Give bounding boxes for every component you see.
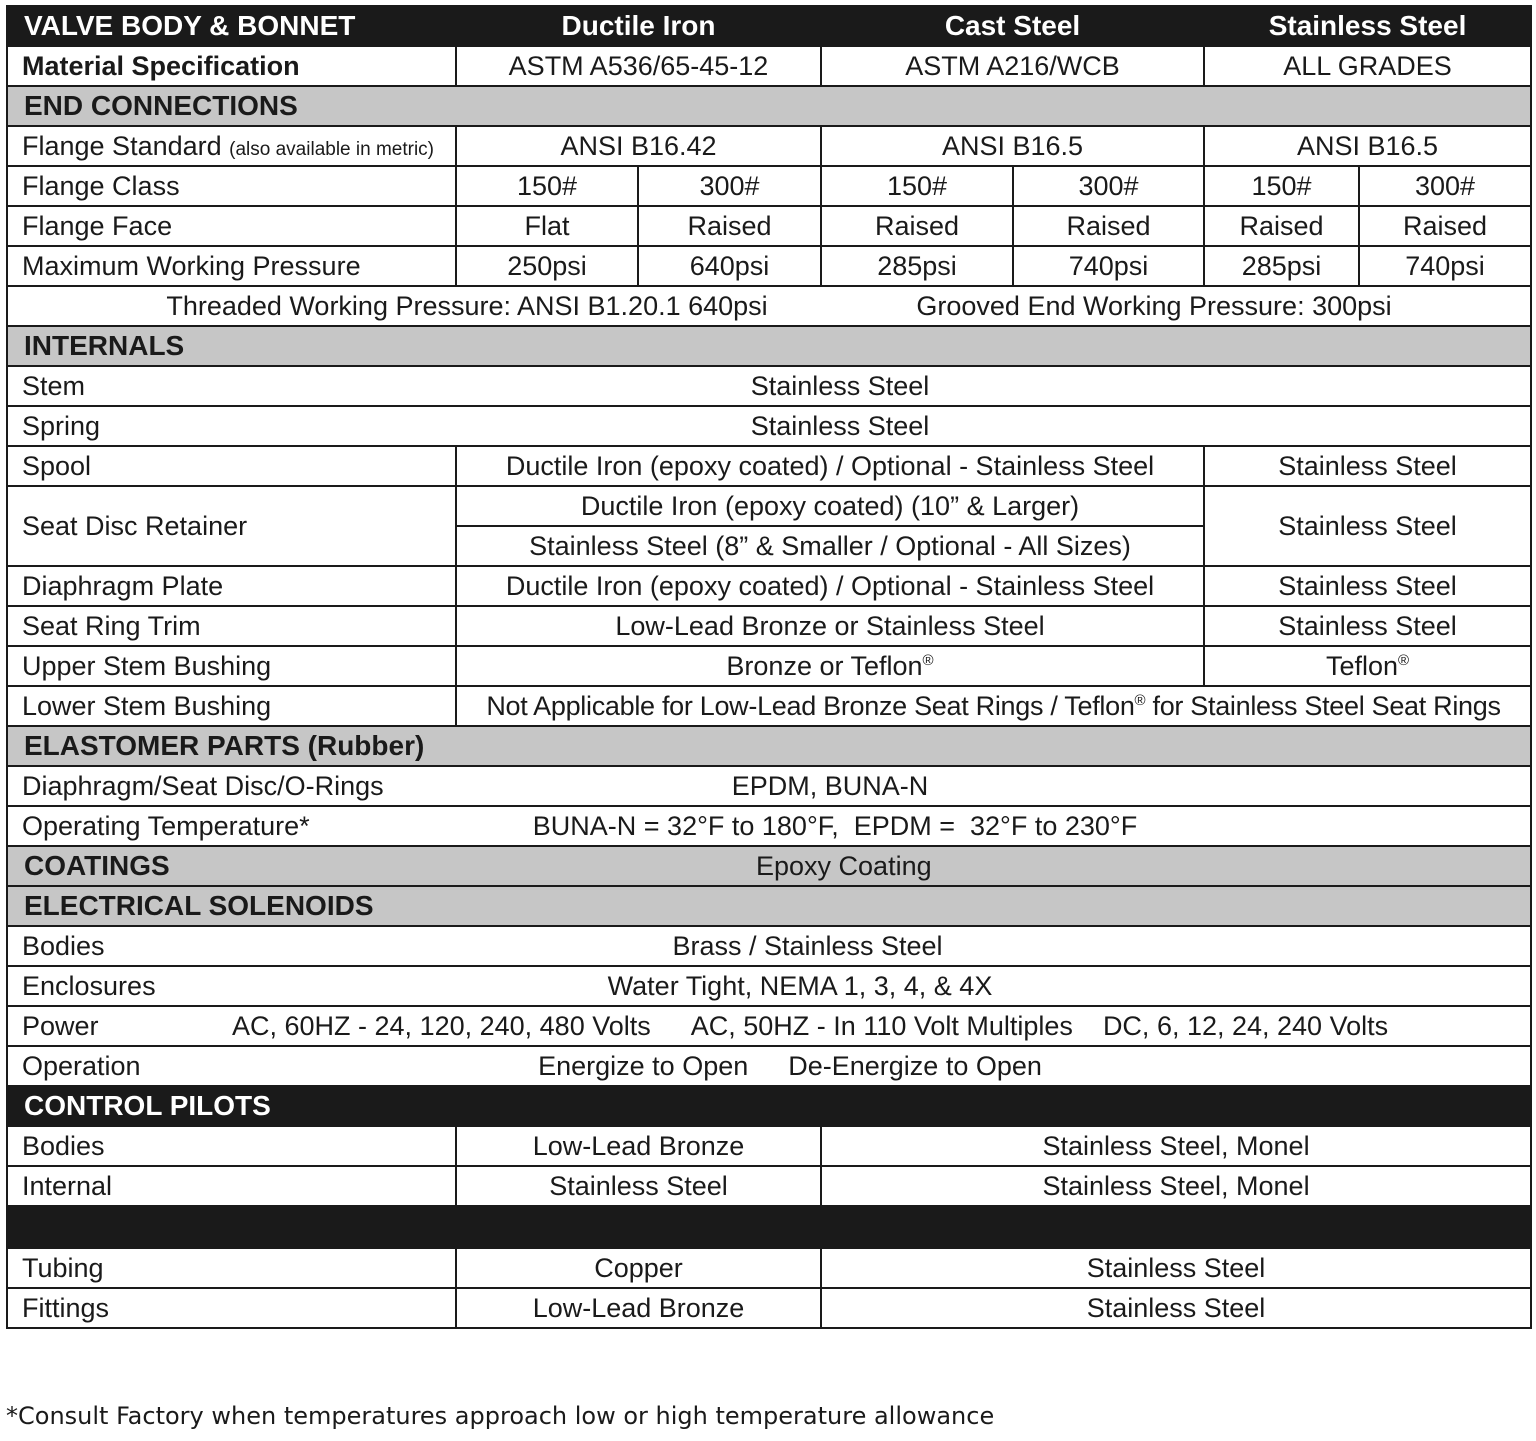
- cell-value: 285psi: [1204, 246, 1359, 286]
- threaded-pressure: Threaded Working Pressure: ANSI B1.20.1 640psi: [166, 290, 768, 321]
- row-label: Spool: [7, 446, 456, 486]
- cell-value: ASTM A216/WCB: [821, 46, 1204, 86]
- cell-value: ANSI B16.5: [821, 126, 1204, 166]
- cell-value: Brass / Stainless Steel: [456, 926, 1531, 966]
- row-label: Stem: [7, 366, 456, 406]
- cell-value: Low-Lead Bronze: [456, 1288, 821, 1328]
- cell-value: Raised: [821, 206, 1013, 246]
- row-label: Enclosures: [7, 966, 456, 1006]
- solenoid-enclosures-row: [7, 966, 1531, 1006]
- operation-cell: [456, 1046, 1531, 1086]
- spool-row: [7, 446, 1531, 486]
- row-label: Fittings: [7, 1288, 456, 1328]
- section-row: [7, 1086, 1531, 1126]
- section-title-internals: INTERNALS: [7, 326, 1531, 366]
- cell-value: ASTM A536/65-45-12: [456, 46, 821, 86]
- cell-value: 640psi: [638, 246, 821, 286]
- operating-temp-row: [7, 806, 1531, 846]
- section-row: [7, 326, 1531, 366]
- cell-value: Ductile Iron (epoxy coated) / Optional - Stainless Steel: [456, 446, 1204, 486]
- row-label-note: (also available in metric): [229, 138, 435, 160]
- cell-value: Bronze or Teflon: [726, 650, 923, 681]
- power-ac50: AC, 50HZ - In 110 Volt Multiples: [690, 1010, 1073, 1041]
- col-header-stainless-steel: Stainless Steel: [1204, 6, 1531, 46]
- cell-value: 150#: [1204, 166, 1359, 206]
- row-label-cell: [7, 126, 456, 166]
- flange-standard-row: [7, 126, 1531, 166]
- cell-value: Stainless Steel: [456, 406, 1531, 446]
- cell-value-cell: [456, 646, 1204, 686]
- cell-value: Low-Lead Bronze: [456, 1126, 821, 1166]
- cell-value: Raised: [638, 206, 821, 246]
- cell-value: Stainless Steel: [821, 1248, 1531, 1288]
- working-pressure-row: [7, 286, 1531, 326]
- row-label: Maximum Working Pressure: [7, 246, 456, 286]
- cell-value: Not Applicable for Low-Lead Bronze Seat Rings / Teflon: [486, 690, 1135, 721]
- cell-value: ANSI B16.42: [456, 126, 821, 166]
- cell-value: BUNA-N = 32°F to 180°F, EPDM = 32°F to 230°F: [456, 806, 1531, 846]
- cell-value: Stainless Steel, Monel: [821, 1166, 1531, 1206]
- power-cell: [7, 1006, 1531, 1046]
- pilot-bodies-row: [7, 1126, 1531, 1166]
- cell-value: Stainless Steel: [456, 366, 1531, 406]
- pilot-internal-row: [7, 1166, 1531, 1206]
- row-label: Diaphragm Plate: [7, 566, 456, 606]
- row-label: Internal: [7, 1166, 456, 1206]
- cell-value: Copper: [456, 1248, 821, 1288]
- flange-class-row: [7, 166, 1531, 206]
- row-label: Lower Stem Bushing: [7, 686, 456, 726]
- section-row: [7, 886, 1531, 926]
- material-spec-row: [7, 46, 1531, 86]
- max-pressure-row: [7, 246, 1531, 286]
- col-header-cast-steel: Cast Steel: [821, 6, 1204, 46]
- solenoid-bodies-row: [7, 926, 1531, 966]
- power-dc: DC, 6, 12, 24, 240 Volts: [1102, 1010, 1389, 1041]
- registered-mark: ®: [1398, 651, 1410, 669]
- row-label: Operating Temperature*: [7, 806, 456, 846]
- stem-row: [7, 366, 1531, 406]
- footnote: *Consult Factory when temperatures approach low or high temperature allowance: [6, 1402, 995, 1430]
- section-title: ELASTOMER PARTS: [24, 730, 300, 761]
- pilot-fittings-row: [7, 1288, 1531, 1328]
- diaphragm-plate-row: [7, 566, 1531, 606]
- row-label: Flange Standard: [22, 130, 222, 161]
- cell-value: Stainless Steel: [1204, 446, 1531, 486]
- header-title: VALVE BODY & BONNET: [7, 6, 456, 46]
- row-label: Flange Class: [7, 166, 456, 206]
- registered-mark: ®: [1134, 691, 1146, 709]
- cell-value: Raised: [1204, 206, 1359, 246]
- row-label: Seat Disc Retainer: [7, 486, 456, 566]
- cell-value: Stainless Steel: [456, 1166, 821, 1206]
- section-title-solenoids: ELECTRICAL SOLENOIDS: [7, 886, 1531, 926]
- cell-value: 150#: [821, 166, 1013, 206]
- cell-value: 150#: [456, 166, 638, 206]
- row-label: Bodies: [7, 926, 456, 966]
- cell-value: 300#: [1359, 166, 1531, 206]
- section-title-coatings: COATINGS: [7, 846, 456, 886]
- grooved-pressure: Grooved End Working Pressure: 300psi: [916, 290, 1392, 321]
- cell-value: Water Tight, NEMA 1, 3, 4, & 4X: [456, 966, 1531, 1006]
- lower-stem-bushing-row: [7, 686, 1531, 726]
- cell-value: 250psi: [456, 246, 638, 286]
- row-label: Bodies: [7, 1126, 456, 1166]
- working-pressure-cell: [7, 286, 1531, 326]
- upper-stem-bushing-row: [7, 646, 1531, 686]
- row-label: Tubing: [7, 1248, 456, 1288]
- cell-value: 300#: [1013, 166, 1204, 206]
- solenoid-operation-row: [7, 1046, 1531, 1086]
- row-label: Diaphragm/Seat Disc/O-Rings: [7, 766, 456, 806]
- row-label: Seat Ring Trim: [7, 606, 456, 646]
- cell-value: 300#: [638, 166, 821, 206]
- power-ac60: AC, 60HZ - 24, 120, 240, 480 Volts: [232, 1010, 651, 1041]
- cell-value: Teflon: [1325, 650, 1399, 681]
- row-label: Power: [22, 1010, 99, 1041]
- section-row: [7, 726, 1531, 766]
- row-label: Material Specification: [7, 46, 456, 86]
- section-title-elastomer: [7, 726, 1531, 766]
- cell-value: Stainless Steel: [1204, 566, 1531, 606]
- cell-value: 285psi: [821, 246, 1013, 286]
- cell-value: for Stainless Steel Seat Rings: [1145, 690, 1501, 721]
- cell-value: Low-Lead Bronze or Stainless Steel: [456, 606, 1204, 646]
- cell-value: 740psi: [1359, 246, 1531, 286]
- dark-divider-row: [7, 1206, 1531, 1248]
- row-label: Operation: [7, 1046, 456, 1086]
- cell-value-cell: [456, 686, 1531, 726]
- solenoid-power-row: [7, 1006, 1531, 1046]
- cell-value: EPDM, BUNA-N: [456, 766, 1531, 806]
- header-row: [7, 6, 1531, 46]
- cell-value: ALL GRADES: [1204, 46, 1531, 86]
- coatings-row: [7, 846, 1531, 886]
- cell-value: Stainless Steel: [1204, 606, 1531, 646]
- seat-ring-trim-row: [7, 606, 1531, 646]
- cell-value: Stainless Steel: [821, 1288, 1531, 1328]
- row-label: Spring: [7, 406, 456, 446]
- flange-face-row: [7, 206, 1531, 246]
- cell-value: Stainless Steel: [1204, 486, 1531, 566]
- section-title-suffix: (Rubber): [307, 730, 425, 761]
- registered-mark: ®: [922, 651, 934, 669]
- section-title-end-connections: END CONNECTIONS: [7, 86, 1531, 126]
- col-header-ductile-iron: Ductile Iron: [456, 6, 821, 46]
- cell-value: Stainless Steel (8” & Smaller / Optional - All Sizes): [456, 526, 1204, 566]
- cell-value-cell: [1204, 646, 1531, 686]
- dark-divider: [7, 1206, 1531, 1248]
- cell-value: Raised: [1013, 206, 1204, 246]
- cell-value: Flat: [456, 206, 638, 246]
- cell-value: Epoxy Coating: [456, 846, 1531, 886]
- section-title-control-pilots: CONTROL PILOTS: [7, 1086, 1531, 1126]
- spring-row: [7, 406, 1531, 446]
- operation-deenergize: De-Energize to Open: [788, 1050, 1042, 1081]
- cell-value: ANSI B16.5: [1204, 126, 1531, 166]
- cell-value: Ductile Iron (epoxy coated) / Optional - Stainless Steel: [456, 566, 1204, 606]
- cell-value: Raised: [1359, 206, 1531, 246]
- cell-value: Stainless Steel, Monel: [821, 1126, 1531, 1166]
- row-label: Upper Stem Bushing: [7, 646, 456, 686]
- specification-table: [6, 5, 1532, 1329]
- operation-energize: Energize to Open: [538, 1050, 749, 1081]
- row-label: Flange Face: [7, 206, 456, 246]
- cell-value: 740psi: [1013, 246, 1204, 286]
- diaphragm-row: [7, 766, 1531, 806]
- pilot-tubing-row: [7, 1248, 1531, 1288]
- section-row: [7, 86, 1531, 126]
- cell-value: Ductile Iron (epoxy coated) (10” & Larger): [456, 486, 1204, 526]
- seat-disc-retainer-row: [7, 486, 1531, 526]
